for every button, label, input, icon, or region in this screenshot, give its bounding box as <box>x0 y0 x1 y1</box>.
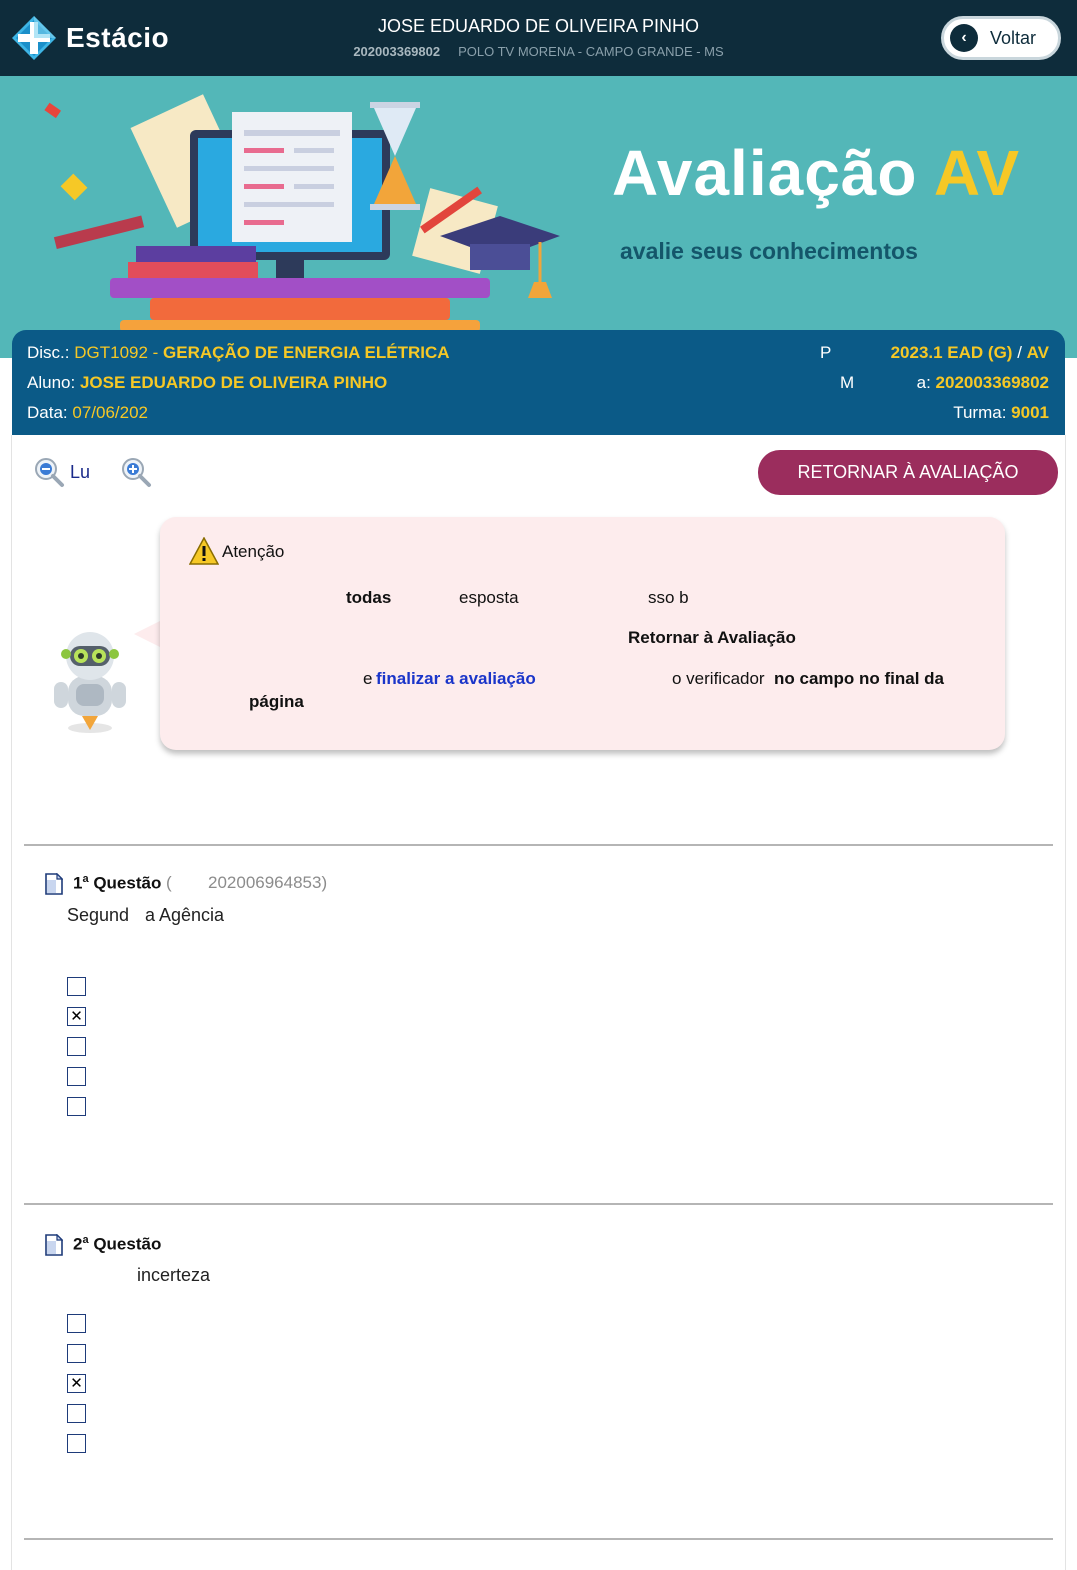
answer-checkbox[interactable] <box>67 1067 86 1086</box>
document-icon <box>45 1234 63 1256</box>
class-row <box>953 403 1049 423</box>
robot-mascot-icon <box>50 626 130 734</box>
class-label: Turma: <box>953 403 1007 422</box>
m-label: M <box>840 373 855 392</box>
question-text-a: Segund <box>67 905 130 925</box>
discipline-code: DGT1092 <box>74 343 148 362</box>
document-icon <box>45 873 63 895</box>
zoom-in-icon[interactable] <box>120 456 152 488</box>
top-bar <box>0 0 1077 76</box>
matricula-label: a: <box>916 373 931 392</box>
divider <box>24 844 1053 846</box>
question-label: Questão <box>93 1234 162 1254</box>
question-number: 1 <box>73 873 83 893</box>
period-value: 2023.1 EAD (G) <box>890 343 1013 362</box>
speech-bubble-tail <box>134 620 162 648</box>
banner-title-main: Avaliação <box>612 137 918 209</box>
attention-all-text: todas <box>346 588 392 607</box>
back-button[interactable] <box>941 16 1061 60</box>
student-name: JOSE EDUARDO DE OLIVEIRA PINHO <box>377 16 700 36</box>
question-label: Questão <box>93 873 162 893</box>
zoom-out-icon[interactable] <box>33 456 65 488</box>
checked-mark-icon: ✕ <box>70 1374 83 1392</box>
attention-line4-bold <box>249 692 304 712</box>
banner-title <box>612 136 1020 210</box>
student-subtitle <box>0 44 1077 59</box>
question-title <box>73 1234 161 1255</box>
answer-checkbox[interactable] <box>67 1404 86 1423</box>
back-arrow-icon: ‹ <box>950 24 978 52</box>
attention-box <box>160 517 1005 750</box>
attention-line1-a: esposta <box>459 588 519 607</box>
divider <box>24 1538 1053 1540</box>
matricula-row <box>917 373 1049 393</box>
answer-checkbox[interactable] <box>67 977 86 996</box>
date-value: 07/06/202 <box>72 403 149 422</box>
question-number: 2 <box>73 1234 83 1254</box>
attention-line3-bold <box>774 669 944 689</box>
answer-checkbox[interactable] <box>67 1097 86 1116</box>
student-value: JOSE EDUARDO DE OLIVEIRA PINHO <box>79 373 388 392</box>
discipline-row <box>27 343 450 363</box>
banner <box>0 76 1077 358</box>
banner-subtitle: avalie seus conhecimentos <box>620 238 918 264</box>
discipline-separator: - <box>147 343 164 362</box>
question-ordinal: a <box>82 873 89 885</box>
date-label: Data: <box>27 403 68 422</box>
finalize-evaluation-link[interactable]: finalizar a avaliação <box>376 669 536 688</box>
attention-field-text: no campo no final da <box>774 669 945 688</box>
answer-checkbox[interactable] <box>67 1037 86 1056</box>
banner-title-accent: AV <box>933 137 1021 209</box>
answer-checkbox[interactable] <box>67 1314 86 1333</box>
attention-line1-b: sso b <box>648 588 689 607</box>
matricula-value: 202003369802 <box>935 373 1049 392</box>
course-info-panel <box>12 330 1065 435</box>
divider <box>24 1203 1053 1205</box>
class-value: 9001 <box>1011 403 1049 422</box>
attention-return-text: Retornar à Avaliação <box>628 628 796 647</box>
period-type: AV <box>1026 343 1049 362</box>
attention-title: Atenção <box>222 542 285 561</box>
student-row <box>27 373 387 393</box>
period-row <box>891 343 1049 363</box>
attention-line3-b: o verificador <box>672 669 765 688</box>
question-code: 202006964853) <box>208 873 328 892</box>
question-text-a: incerteza <box>137 1265 211 1285</box>
question-code-open: ( <box>166 873 172 892</box>
return-to-evaluation-button[interactable]: RETORNAR À AVALIAÇÃO <box>758 450 1058 495</box>
answer-checkbox[interactable] <box>67 1344 86 1363</box>
question-text-b: a Agência <box>145 905 225 925</box>
answer-checkbox[interactable] <box>67 1007 86 1026</box>
back-button-label: Voltar <box>990 27 1037 48</box>
student-label: Aluno: <box>27 373 76 392</box>
checked-mark-icon: ✕ <box>70 1007 83 1025</box>
banner-illustration <box>40 86 600 346</box>
attention-line3-a: e <box>363 669 373 688</box>
discipline-name: GERAÇÃO DE ENERGIA ELÉTRICA <box>163 343 450 362</box>
student-polo: POLO TV MORENA - CAMPO GRANDE - MS <box>458 44 724 59</box>
logo-text: Estácio <box>66 22 170 53</box>
attention-line1-bold <box>346 588 391 608</box>
attention-page-text: página <box>249 692 304 711</box>
period-separator: / <box>1012 343 1027 362</box>
date-row <box>27 403 148 423</box>
answer-checkbox[interactable] <box>67 1434 86 1453</box>
question-ordinal: a <box>82 1234 89 1246</box>
zoom-level-label: Lu <box>70 462 91 482</box>
discipline-label: Disc.: <box>27 343 70 362</box>
p-label: P <box>820 343 832 362</box>
attention-line2-bold <box>628 628 796 648</box>
student-matricula: 202003369802 <box>353 44 441 59</box>
question-title <box>73 873 161 894</box>
warning-icon <box>189 537 219 565</box>
answer-checkbox[interactable] <box>67 1374 86 1393</box>
